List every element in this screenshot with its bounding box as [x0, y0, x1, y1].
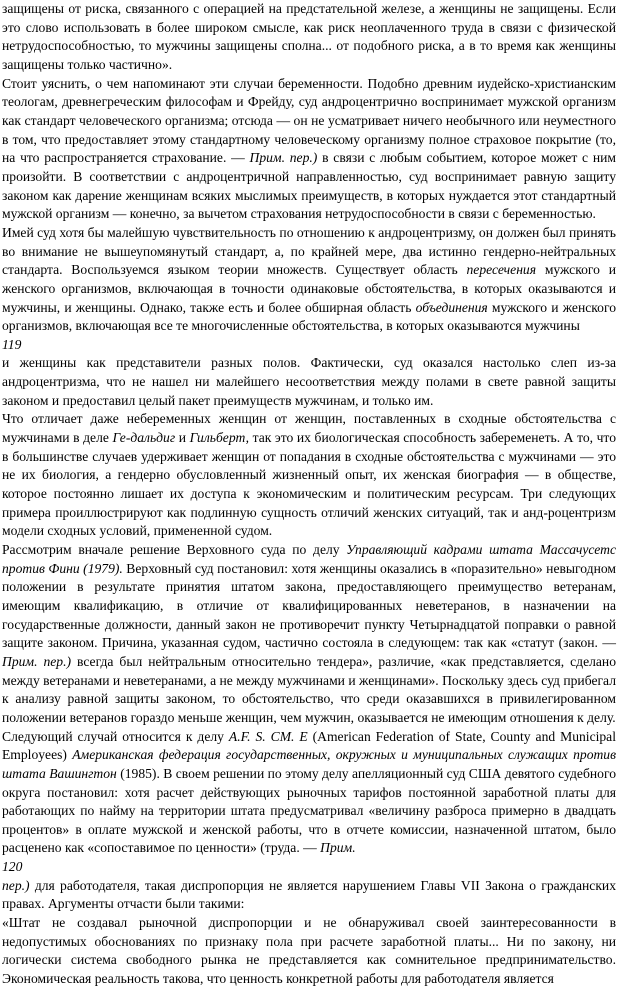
text-run: мужского и женского организмов, включающая все те многочисленные обстоятельства, в которых оказываются мужчины: [2, 299, 616, 334]
italic-text: A.F. S. CM. E: [228, 728, 308, 744]
paragraph: [2, 410, 616, 541]
text-run: Имей суд хотя бы малейшую чувствительность по отношению к андроцентризму, он должен был принять во внимание не вышеупомянутый стандарт, а, по крайней мере, два истинно гендерно-нейтральных стандарта. Воспользуемся языком теории множеств. Существует область: [2, 224, 616, 278]
paragraph: [2, 914, 616, 989]
italic-text: Прим. пер.): [2, 653, 72, 669]
text-run: и женщины как представители разных полов. Фактически, суд оказался настолько слеп из-за андроцентризма, что не нашел ни малейшего несоответствия между полами в свете равной защиты законом и предоставил целый пакет преимуществ мужчинам, и только им.: [2, 355, 616, 408]
text-run: всегда был нейтральным относительно тендера», различие, «как представляется, сделано между ветеранами и неветеранами, а не между мужчинами и женщинами». Поскольку здесь суд прибегал к анализу равной защиты законом, то обстоятельство, что среди оказавшихся в привилегированном положении ветеранов гораздо меньше женщин, чем мужчин, оказывается не имеющим отношения к делу.: [2, 653, 616, 725]
italic-text: Американская федерация государственных, окружных и муниципальных служащих против штата Вашингтон: [2, 747, 617, 781]
text-run: Что отличает даже небеременных женщин от женщин, поставленных в сходные обстоятельства с мужчинами в деле: [2, 411, 616, 446]
text-run: мужского и женского организмов, включающая в точности одинаковые обстоятельства, в которых оказываются и мужчины, и женщины. Однако, также есть и более обширная область: [2, 262, 616, 315]
paragraph: [2, 877, 616, 914]
text-run: (1985). В своем решении по этому делу апелляционный суд США девятого судебного округа постановил: хотя расчет действующих рыночных тарифов постоянной заработной платы для работающих по найму на территории штата предусматривал «величину разброса примерно в двадцать процентов» в оплате мужской и женской работы, что в отчете комиссии, назначенной штатом, было расценено как «сопоставимое по ценности» (труда. —: [2, 765, 616, 856]
text-run: защищены от риска, связанного с операцией на предстательной железе, а женщины не защищены. Если это слово использовать в более широком смысле, как риск неоплаченного труда в связи с физической нетрудоспособностью, то мужчины защищены сполна... от подобного риска, а в то время как женщины защищены только частично».: [2, 1, 616, 72]
italic-text: объединения: [415, 299, 488, 315]
italic-text: пересечения: [466, 262, 537, 278]
paragraph: [2, 0, 616, 75]
text-run: Рассмотрим вначале решение Верховного суда по делу: [2, 541, 347, 557]
text-run: для работодателя, такая диспропорция не является нарушением Главы VII Закона о гражданских правах. Аргументы отчасти были такими:: [2, 877, 616, 912]
italic-text: Гильберт,: [189, 430, 250, 446]
paragraph: [2, 728, 616, 859]
text-run: в связи с любым событием, которое может с ним произойти. В соответствии с андроцентричной направленностью, суд воспринимает равную защиту законом как дарение женщинам всяких мыслимых преимуществ, в которых нуждается этот стандартный мужской организм — конечно, за вычетом страхования нетрудоспособности в связи с беременностью.: [2, 150, 617, 222]
italic-text: пер.): [2, 877, 30, 893]
italic-text: Прим.: [320, 840, 356, 856]
page-number: 120: [2, 859, 23, 875]
paragraph: [2, 75, 616, 224]
italic-text: Управляющий кадрами штата Массачусетс против Фини (1979).: [2, 541, 616, 576]
paragraph: [2, 224, 616, 336]
italic-text: Прим. пер.): [249, 150, 318, 166]
text-run: (American Federation of State, County and Municipal Employees): [2, 728, 616, 763]
text-run: «Штат не создавал рыночной диспропорции и не обнаруживал своей заинтересованности в недопустимых обоснованиях по признаку пола при расчете заработной платы... Ни по закону, ни логически система свободного рынка не представляется как сомнительное предпринимательство. Экономическая реальность такова, что ценность конкретной работы для работодателя является: [2, 915, 616, 986]
text-run: Верховный суд постановил: хотя женщины оказались в «поразительно» невыгодном положении в результате принятия штатом закона, предоставляющего преимущество ветеранам, имеющим квалификацию, в отличие от квалифицированных неветеранов, в назначении на государственные должности, данный закон не противоречит пункту Четырнадцатой поправки о равной защите законом. Причина, указанная судом, частично состояла в следующем: так как «статут (закон. —: [2, 560, 616, 651]
text-run: Стоит уяснить, о чем напоминают эти случаи беременности. Подобно древним иудейско-христианским теологам, древнегреческим философам и Фрейду, суд андроцентрично воспринимает мужской организм как стандарт человеческого организма; отсюда — он не усматривает ничего необычного или неуместного в том, что предоставляет этому стандартному человеческому организму полное страховое покрытие (то, на что распространяется страхование. —: [2, 75, 616, 166]
page-number: 119: [2, 336, 22, 352]
paragraph: [2, 354, 616, 410]
paragraph: [2, 541, 616, 728]
italic-text: Ге-дальдиг: [112, 430, 176, 446]
text-run: и: [175, 430, 190, 446]
text-run: Следующий случай относится к делу: [2, 728, 229, 744]
text-run: так это их биологическая способность забеременеть. А то, что в большинстве случаев удерживает женщин от попадания в сходные обстоятельства с мужчинами — это не их биология, а гендерно обусловленный жизненный опыт, их женская биография — в обществе, которое постоянно лишает их доступа к экономическим и политическим ресурсам. Три следующих примера проиллюстрируют как подлинную сущность отличий женских ситуаций, так и анд-роцентризм модели сходных условий, примененной судом.: [2, 430, 616, 539]
